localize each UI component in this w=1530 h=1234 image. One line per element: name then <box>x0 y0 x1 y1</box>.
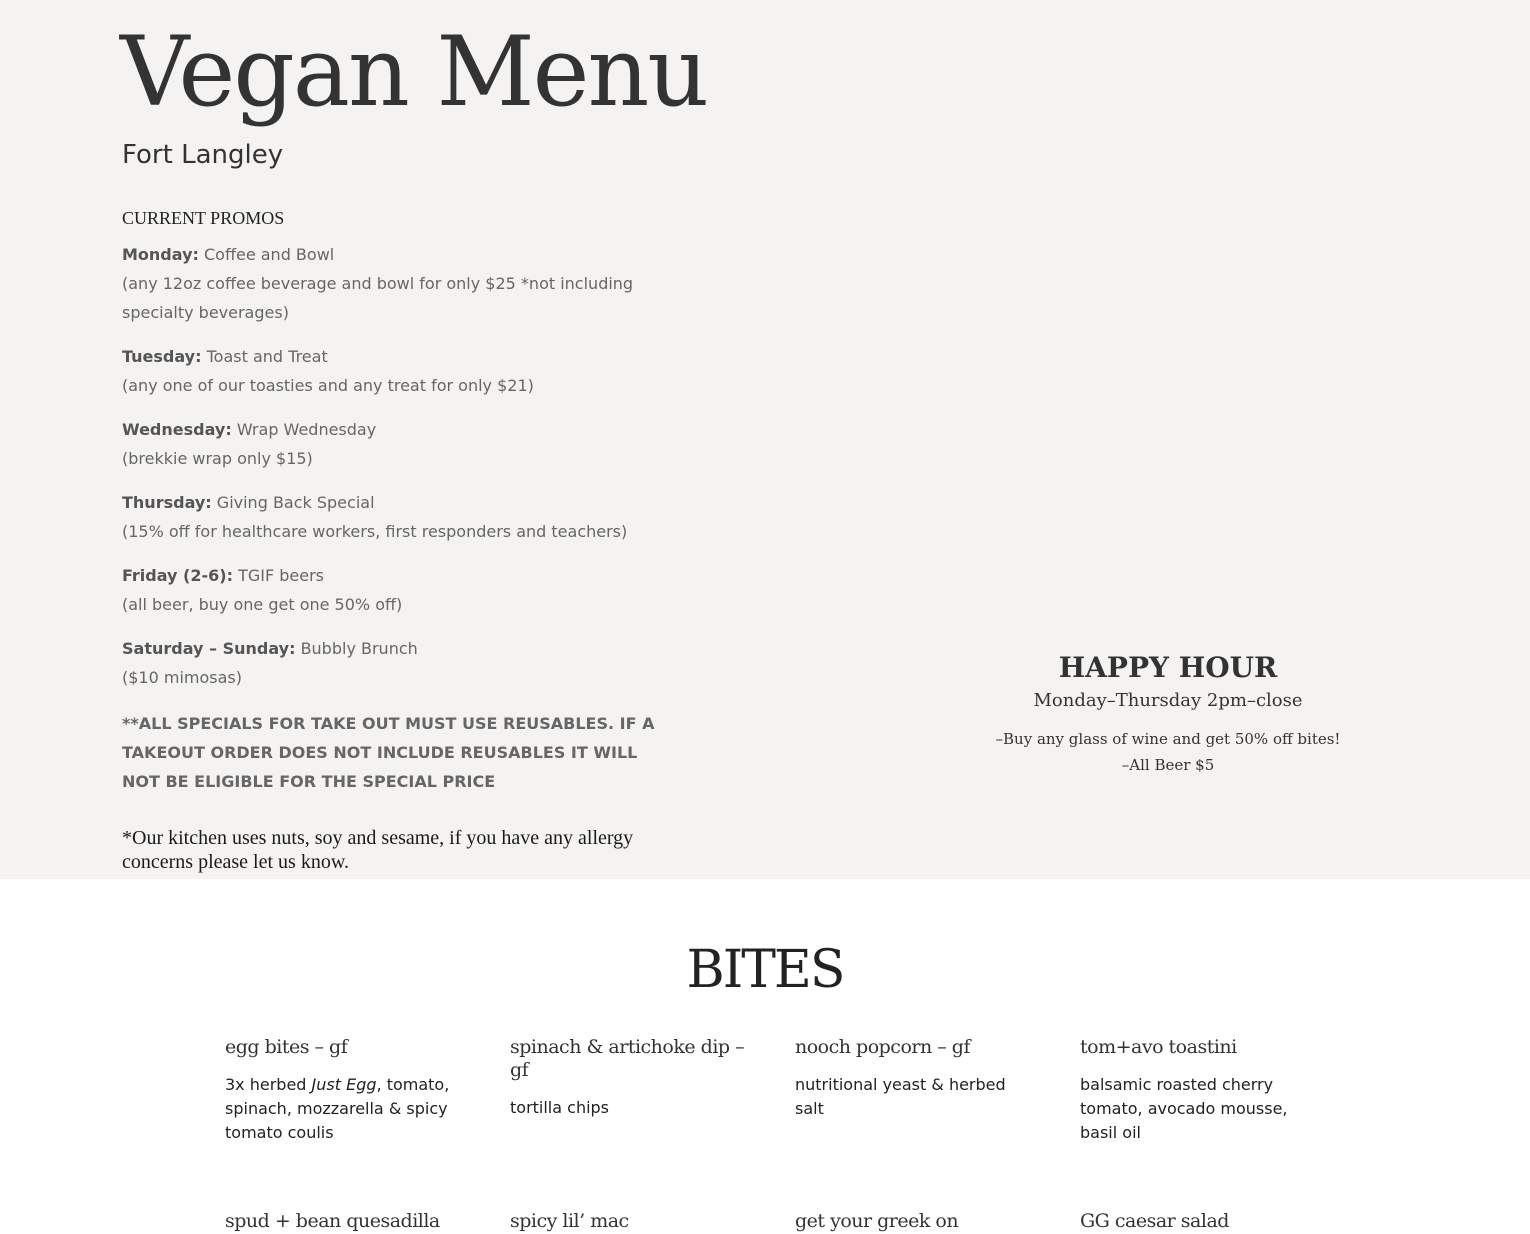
happy-hour-time: Monday–Thursday 2pm–close <box>1033 690 1303 711</box>
reusables-notice: **ALL SPECIALS FOR TAKE OUT MUST USE REUSABLES. IF A TAKEOUT ORDER DOES NOT INCLUDE REUSABLES IT WILL NOT BE ELIGIBLE FOR THE SPECIAL PRICE <box>122 714 655 791</box>
bites-heading: BITES <box>686 940 844 1000</box>
promo-name: Giving Back Special <box>216 493 375 512</box>
promo-detail: (all beer, buy one get one 50% off) <box>122 595 403 614</box>
desc-emphasis: Just Egg <box>311 1075 377 1094</box>
menu-item-desc: balsamic roasted cherry tomato, avocado mousse, basil oil <box>1080 1075 1288 1142</box>
promo-day: Tuesday: <box>122 347 202 366</box>
promo-monday <box>122 240 682 327</box>
menu-item-name: egg bites – gf <box>225 1036 348 1058</box>
promo-detail: (brekkie wrap only $15) <box>122 449 313 468</box>
menu-item-name: spud + bean quesadilla <box>225 1210 440 1232</box>
allergy-notice: *Our kitchen uses nuts, soy and sesame, if you have any allergy concerns please let us know. <box>122 827 634 873</box>
page-title: Vegan Menu <box>120 16 708 128</box>
promo-day: Saturday – Sunday: <box>122 639 296 658</box>
promo-day: Monday: <box>122 245 199 264</box>
menu-item <box>510 1036 745 1120</box>
promos-list <box>122 240 682 707</box>
menu-item-name: tom+avo toastini <box>1080 1036 1237 1058</box>
location-subtitle: Fort Langley <box>122 140 284 170</box>
promo-detail: (15% off for healthcare workers, first responders and teachers) <box>122 522 628 541</box>
happy-hour-block <box>968 650 1368 778</box>
promo-detail: ($10 mimosas) <box>122 668 242 687</box>
happy-hour-title: HAPPY HOUR <box>1058 651 1278 684</box>
promo-name: Bubbly Brunch <box>300 639 418 658</box>
promo-weekend <box>122 634 682 692</box>
promo-name: Coffee and Bowl <box>203 245 335 264</box>
promos-heading: CURRENT PROMOS <box>122 208 285 228</box>
menu-item-name: GG caesar salad <box>1080 1210 1229 1232</box>
promo-thursday <box>122 488 682 546</box>
menu-item-name: nooch popcorn – gf <box>795 1036 970 1058</box>
desc-text: , tomato, spinach, mozzarella & spicy tomato coulis <box>225 1075 450 1142</box>
menu-item-desc <box>225 1073 460 1145</box>
menu-item-name: spinach & artichoke dip – gf <box>510 1036 745 1081</box>
menu-item <box>225 1036 460 1145</box>
promo-day: Thursday: <box>122 493 212 512</box>
menu-item-desc: tortilla chips <box>510 1098 610 1117</box>
promo-wednesday <box>122 415 682 473</box>
happy-hour-beer: –All Beer $5 <box>1121 756 1215 774</box>
menu-item <box>795 1036 1030 1121</box>
menu-item-name: get your greek on <box>795 1210 959 1232</box>
promo-friday <box>122 561 682 619</box>
menu-item <box>795 1210 1030 1233</box>
promo-day: Wednesday: <box>122 420 232 439</box>
promo-tuesday <box>122 342 682 400</box>
menu-item-name: spicy lil’ mac <box>510 1210 629 1232</box>
promo-name: Toast and Treat <box>206 347 328 366</box>
menu-item <box>1080 1210 1315 1233</box>
menu-item <box>225 1210 460 1233</box>
promo-day: Friday (2-6): <box>122 566 233 585</box>
desc-text: 3x herbed <box>225 1075 312 1094</box>
promo-detail: (any one of our toasties and any treat for only $21) <box>122 376 534 395</box>
menu-item-desc: nutritional yeast & herbed salt <box>795 1075 1006 1118</box>
happy-hour-wine: –Buy any glass of wine and get 50% off bites! <box>995 730 1341 748</box>
menu-item <box>1080 1036 1315 1145</box>
promo-name: TGIF beers <box>238 566 324 585</box>
menu-item <box>510 1210 745 1233</box>
promo-name: Wrap Wednesday <box>236 420 377 439</box>
promo-detail: (any 12oz coffee beverage and bowl for only $25 *not including specialty beverages) <box>122 274 634 322</box>
